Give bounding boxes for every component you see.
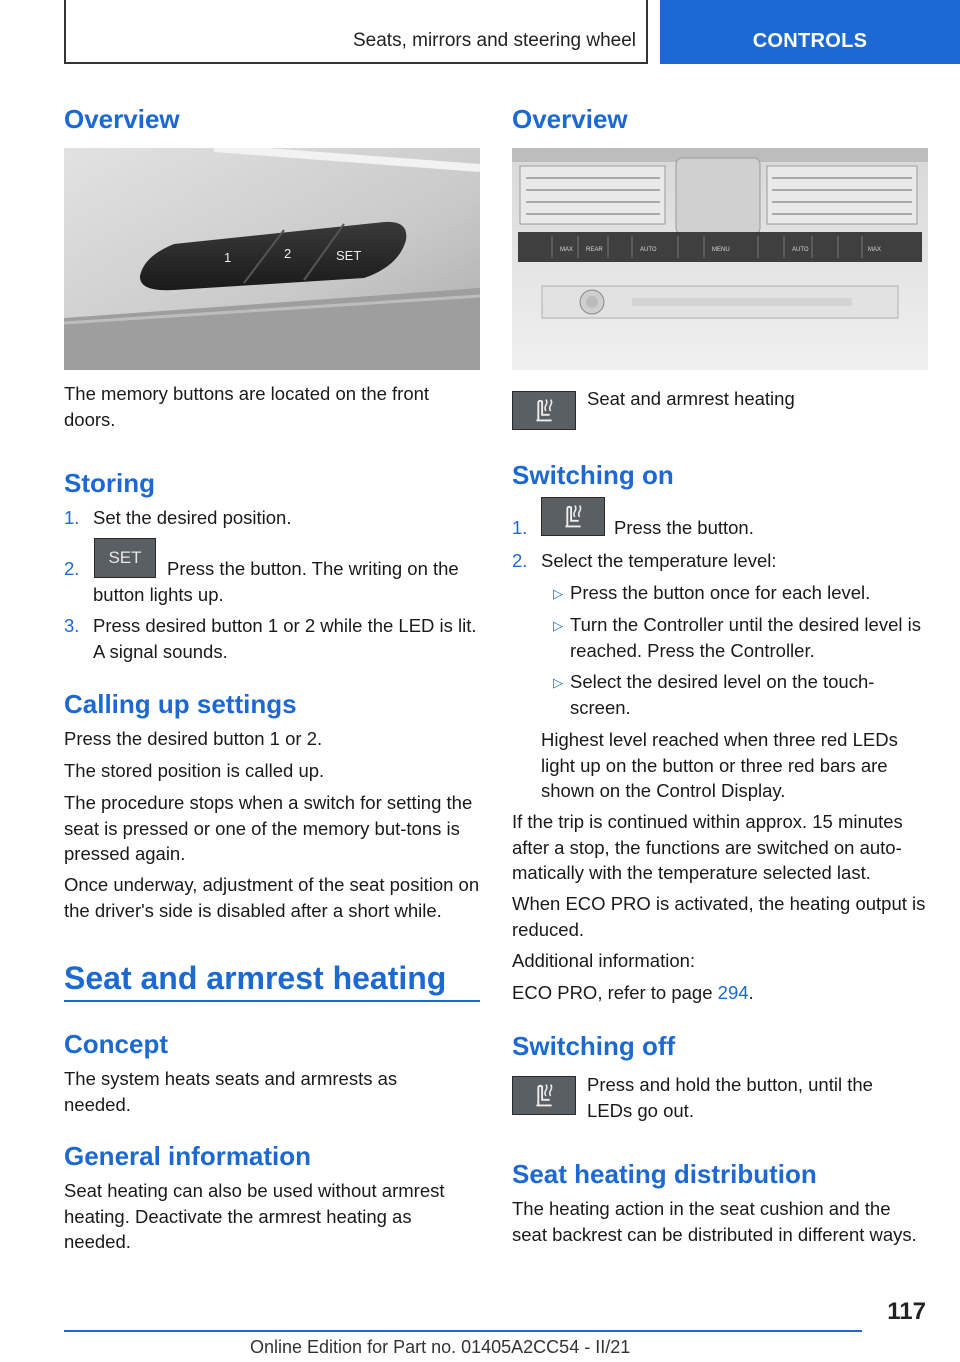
section-title: Seats, mirrors and steering wheel <box>352 30 636 51</box>
eco-pro-text: When ECO PRO is activated, the heating output is reduced. <box>512 893 926 940</box>
eco-ref-suffix: . <box>748 982 754 1003</box>
memory-location-text: The memory buttons are located on the front doors. <box>64 383 430 430</box>
level-bullet-2: Turn the Controller until the desired level is reached. Press the Controller. <box>570 614 921 661</box>
storing-step-3-text: Press desired button 1 or 2 while the LED is lit. A signal sounds. <box>93 615 477 662</box>
page-number: 117 <box>887 1298 926 1325</box>
door-button-2: 2 <box>284 246 292 261</box>
calling-para-4: Once underway, adjustment of the seat position on the driver's side is disabled after a short while. <box>64 874 480 921</box>
seat-heating-step-icon <box>541 497 605 536</box>
trip-continued-text: If the trip is continued within approx. 15 minutes after a stop, the functions are switched on auto-matically with the temperature selected last. <box>512 811 903 883</box>
panel-label-auto-right: AUTO <box>792 247 809 253</box>
general-info-heading: General information <box>64 1141 312 1171</box>
panel-label-menu: MENU <box>712 247 730 253</box>
storing-heading: Storing <box>64 468 155 498</box>
bullet-triangle-icon: ▷ <box>553 586 563 601</box>
door-button-set: SET <box>336 248 362 263</box>
memory-buttons-image <box>64 148 480 370</box>
storing-step-2-text: Press the button. The writing on the button lights up. <box>93 558 459 605</box>
calling-para-2: The stored position is called up. <box>64 760 325 781</box>
storing-step-1-text: Set the desired position. <box>93 507 292 528</box>
calling-para-1: Press the desired button 1 or 2. <box>64 728 323 749</box>
on-step-2-number: 2. <box>512 550 528 571</box>
switching-off-heading: Switching off <box>512 1031 676 1061</box>
panel-label-rear: REAR <box>586 247 603 253</box>
set-button-icon-label: SET <box>108 548 142 567</box>
storing-step-2-number: 2. <box>64 558 80 579</box>
panel-label-max-left: MAX <box>560 247 574 253</box>
footer-rule <box>64 1330 862 1332</box>
eco-pro-page-link[interactable]: 294 <box>717 982 749 1003</box>
seat-heating-caption: Seat and armrest heating <box>587 388 795 409</box>
distribution-text: The heating action in the seat cushion and the seat backrest can be distributed in different ways. <box>512 1198 917 1245</box>
eco-pro-reference <box>512 980 928 1006</box>
level-bullet-1: Press the button once for each level. <box>570 582 871 603</box>
concept-text: The system heats seats and armrests as needed. <box>64 1068 398 1115</box>
highest-level-text: Highest level reached when three red LEDs light up on the button or three red bars are shown on the Control Display. <box>541 729 898 801</box>
on-step-1-number: 1. <box>512 517 528 538</box>
seat-heating-main-heading: Seat and armrest heating <box>64 960 447 996</box>
door-button-1: 1 <box>224 250 232 265</box>
calling-up-heading: Calling up settings <box>64 689 297 719</box>
storing-step-3-number: 3. <box>64 615 80 636</box>
bullet-triangle-icon: ▷ <box>553 675 563 690</box>
climate-panel-image <box>512 148 928 370</box>
level-bullet-3: Select the desired level on the touch-screen. <box>570 671 875 718</box>
additional-info-label: Additional information: <box>512 950 696 971</box>
on-step-1-text: Press the button. <box>614 517 754 538</box>
panel-label-auto-left: AUTO <box>640 247 657 253</box>
heading-underline <box>64 1000 480 1002</box>
chapter-tab[interactable] <box>660 0 960 64</box>
general-info-text: Seat heating can also be used without armrest heating. Deactivate the armrest heating as needed. <box>64 1180 445 1252</box>
header-frame <box>64 0 648 64</box>
distribution-heading: Seat heating distribution <box>512 1159 817 1189</box>
overview-heading-right: Overview <box>512 104 628 134</box>
concept-heading: Concept <box>64 1029 168 1059</box>
on-step-2-text: Select the temperature level: <box>541 550 777 571</box>
switching-off-text: Press and hold the button, until the LEDs go out. <box>587 1074 873 1121</box>
switching-on-heading: Switching on <box>512 460 674 490</box>
chapter-tab-label: CONTROLS <box>752 30 868 52</box>
eco-ref-prefix: ECO PRO, refer to page <box>512 982 718 1003</box>
overview-heading-left: Overview <box>64 104 180 134</box>
seat-heating-button-icon <box>512 391 576 430</box>
edition-footer: Online Edition for Part no. 01405A2CC54 - II/21 <box>250 1337 631 1357</box>
calling-para-3: The procedure stops when a switch for setting the seat is pressed or one of the memory but-tons is pressed again. <box>64 792 473 864</box>
bullet-triangle-icon: ▷ <box>553 618 563 633</box>
seat-heating-off-icon <box>512 1076 576 1115</box>
panel-label-max-right: MAX <box>868 247 882 253</box>
storing-step-1-number: 1. <box>64 507 80 528</box>
